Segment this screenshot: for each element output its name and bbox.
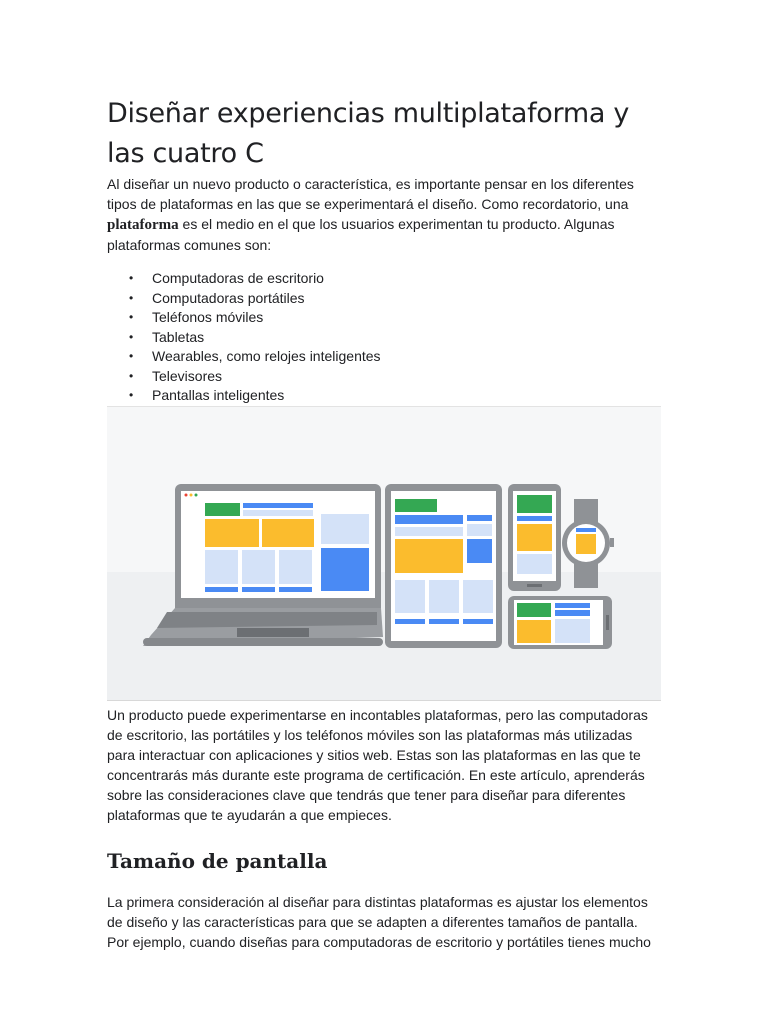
list-item	[129, 308, 663, 328]
list-item	[129, 386, 663, 406]
devices-illustration	[107, 406, 661, 701]
article	[107, 94, 663, 952]
list-item	[129, 269, 663, 289]
list-item-label: Televisores	[152, 367, 223, 384]
laptop-icon	[143, 484, 383, 646]
bullet-icon: •	[129, 290, 134, 305]
list-item	[129, 367, 663, 387]
section-paragraph: La primera consideración al diseñar para distintas plataformas es ajustar los elementos de diseño y las características para que se adapten a diferentes tamaños de pantalla. Por ejemplo, cuando diseñas para computadoras de escritorio y portátiles tienes mucho	[107, 893, 651, 950]
platform-paragraph: Un producto puede experimentarse en incontables plataformas, pero las computadoras de escritorio, las portátiles y los teléfonos móviles son las plataformas más utilizadas para interactuar con aplicaciones y sitios web. Estas son las plataformas en las que te concentrarás más durante este programa de certificación. En este artículo, aprenderás sobre las consideraciones clave que tendrás que tener para diseñar para diferentes plataformas que te ayudarán a que empieces.	[107, 706, 648, 823]
devices-illustration-icon	[107, 407, 661, 700]
tablet-icon	[385, 484, 502, 648]
bullet-icon: •	[129, 368, 134, 383]
list-item-label: Computadoras portátiles	[152, 289, 305, 306]
bullet-icon: •	[129, 329, 134, 344]
list-item-label: Tabletas	[152, 328, 205, 345]
bullet-icon: •	[129, 271, 134, 285]
phone-landscape-icon	[508, 596, 612, 649]
list-item	[129, 347, 663, 367]
list-item-label: Computadoras de escritorio	[152, 270, 324, 286]
list-item	[129, 289, 663, 309]
bullet-icon: •	[129, 310, 134, 324]
intro-text-1: Al diseñar un nuevo producto o característica, es importante pensar en los diferentes tipos de plataformas en las que se experimentará el diseño. Como recordatorio, una	[107, 176, 634, 212]
list-item	[129, 328, 663, 348]
list-item-label: Pantallas inteligentes	[152, 387, 285, 403]
intro-text-2: es el medio en el que los usuarios experimentan tu producto. Algunas plataformas comunes son:	[107, 216, 615, 253]
phone-icon	[508, 484, 561, 591]
platform-list	[107, 269, 663, 406]
intro-paragraph	[107, 174, 663, 255]
platform-term: plataforma	[107, 217, 179, 233]
bullet-icon: •	[129, 388, 134, 402]
article-title: Diseñar experiencias multiplataforma y las cuatro C	[107, 98, 630, 169]
list-item-label: Teléfonos móviles	[152, 309, 264, 325]
section-heading: Tamaño de pantalla	[107, 848, 328, 873]
list-item-label: Wearables, como relojes inteligentes	[152, 348, 381, 364]
bullet-icon: •	[129, 349, 134, 363]
